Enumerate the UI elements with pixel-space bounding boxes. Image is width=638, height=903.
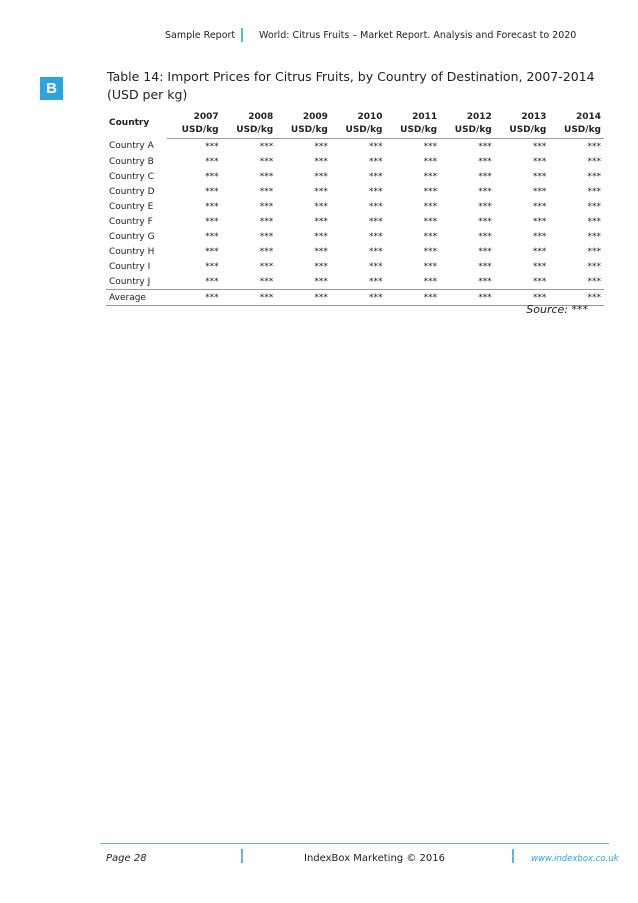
- column-header-unit: USD/kg: [167, 122, 222, 139]
- table-cell: ***: [205, 141, 219, 152]
- table-cell: ***: [369, 276, 383, 287]
- table-cell: ***: [205, 246, 219, 257]
- table-cell: ***: [478, 171, 492, 182]
- table-cell: ***: [314, 171, 328, 182]
- table-cell: ***: [478, 186, 492, 197]
- table-cell: ***: [259, 156, 274, 167]
- column-header-unit: USD/kg: [549, 122, 604, 139]
- table-cell: ***: [259, 141, 274, 152]
- table-cell: ***: [423, 186, 438, 197]
- header-report-label: Sample Report: [165, 30, 236, 41]
- column-header-year: 2014: [575, 112, 601, 122]
- table-cell: ***: [259, 231, 274, 242]
- header-divider: [241, 28, 243, 42]
- table-cell: ***: [276, 290, 331, 306]
- row-label: Average: [106, 290, 167, 306]
- table-row: [106, 229, 604, 244]
- footer-copyright: IndexBox Marketing © 2016: [304, 853, 445, 864]
- table-cell: ***: [259, 186, 274, 197]
- table-cell: ***: [259, 261, 274, 272]
- table-row: [106, 199, 604, 214]
- table-cell: ***: [369, 216, 383, 227]
- table-cell: ***: [369, 141, 383, 152]
- table-cell: ***: [222, 290, 277, 306]
- table-cell: ***: [386, 290, 441, 306]
- table-row: [106, 154, 604, 169]
- row-label: Country H: [109, 246, 155, 257]
- table-cell: ***: [259, 171, 274, 182]
- table-row: [106, 214, 604, 229]
- table-cell: ***: [587, 186, 601, 197]
- table-cell: ***: [423, 231, 438, 242]
- table-cell: ***: [369, 171, 383, 182]
- column-header-unit: USD/kg: [386, 122, 441, 139]
- row-label: Country I: [109, 261, 151, 272]
- table-cell: ***: [423, 156, 438, 167]
- table-cell: ***: [314, 246, 328, 257]
- table-cell: ***: [423, 216, 438, 227]
- source-note: Source: ***: [526, 303, 588, 316]
- table-cell: ***: [587, 156, 601, 167]
- table-cell: ***: [314, 261, 328, 272]
- footer-page-number: Page 28: [106, 853, 147, 864]
- table-cell: ***: [587, 276, 601, 287]
- table-row: [106, 184, 604, 199]
- table-cell: ***: [314, 186, 328, 197]
- table-cell: ***: [369, 261, 383, 272]
- footer-website-link[interactable]: www.indexbox.co.uk: [531, 854, 619, 864]
- table-cell: ***: [205, 186, 219, 197]
- table-cell: ***: [532, 141, 547, 152]
- table-cell: ***: [478, 141, 492, 152]
- table-cell: ***: [314, 276, 328, 287]
- table-cell: ***: [587, 246, 601, 257]
- table-cell: ***: [478, 216, 492, 227]
- table-cell: ***: [423, 201, 438, 212]
- table-cell: ***: [369, 186, 383, 197]
- table-cell: ***: [369, 201, 383, 212]
- row-label: Country A: [109, 141, 154, 152]
- column-header-year: 2008: [248, 112, 274, 122]
- table-cell: ***: [205, 216, 219, 227]
- table-cell: ***: [423, 171, 438, 182]
- table-cell: ***: [259, 276, 274, 287]
- table-cell: ***: [205, 201, 219, 212]
- table-cell: ***: [369, 231, 383, 242]
- table-cell: ***: [587, 216, 601, 227]
- table-cell: ***: [478, 246, 492, 257]
- section-badge: B: [40, 77, 63, 100]
- table-cell: ***: [478, 201, 492, 212]
- column-header-unit: USD/kg: [276, 122, 331, 139]
- table-cell: ***: [423, 141, 438, 152]
- table-cell: ***: [532, 216, 547, 227]
- column-header-year: 2007: [193, 112, 219, 122]
- table-cell: ***: [495, 290, 550, 306]
- table-cell: ***: [423, 261, 438, 272]
- table-cell: ***: [205, 156, 219, 167]
- table-cell: ***: [314, 216, 328, 227]
- table-cell: ***: [167, 290, 222, 306]
- footer-rule: [100, 843, 609, 844]
- row-label: Country G: [109, 231, 155, 242]
- table-cell: ***: [478, 156, 492, 167]
- table-cell: ***: [205, 171, 219, 182]
- table-cell: ***: [587, 261, 601, 272]
- table-row: [106, 274, 604, 290]
- table-cell: ***: [532, 261, 547, 272]
- row-label: Country D: [109, 186, 155, 197]
- table-cell: ***: [369, 156, 383, 167]
- row-label: Country F: [109, 216, 153, 227]
- table-row: [106, 139, 604, 155]
- column-header-year: 2013: [521, 112, 547, 122]
- import-prices-table: [106, 107, 604, 306]
- header-report-title: World: Citrus Fruits – Market Report. Analysis and Forecast to 2020: [259, 30, 577, 41]
- table-cell: ***: [314, 141, 328, 152]
- table-cell: ***: [532, 156, 547, 167]
- table-cell: ***: [423, 276, 438, 287]
- table-cell: ***: [423, 246, 438, 257]
- table-cell: ***: [205, 261, 219, 272]
- column-header-unit: USD/kg: [495, 122, 550, 139]
- row-label: Country J: [109, 276, 151, 287]
- table-cell: ***: [440, 290, 495, 306]
- table-cell: ***: [587, 231, 601, 242]
- column-header-year: 2009: [302, 112, 328, 122]
- table-cell: ***: [478, 276, 492, 287]
- footer-divider-left: [241, 849, 243, 863]
- table-row: [106, 244, 604, 259]
- table-cell: ***: [259, 216, 274, 227]
- table-title: Table 14: Import Prices for Citrus Fruits, by Country of Destination, 2007-2014: [107, 69, 595, 84]
- footer-divider-right: [512, 849, 514, 863]
- table-cell: ***: [478, 261, 492, 272]
- table-cell: ***: [314, 156, 328, 167]
- table-cell: ***: [532, 171, 547, 182]
- column-header-year: 2011: [412, 112, 438, 122]
- table-cell: ***: [532, 246, 547, 257]
- row-label: Country C: [109, 171, 154, 182]
- table-cell: ***: [532, 231, 547, 242]
- table-cell: ***: [259, 246, 274, 257]
- table-cell: ***: [532, 186, 547, 197]
- table-cell: ***: [587, 141, 601, 152]
- table-row: [106, 169, 604, 184]
- table-cell: ***: [587, 201, 601, 212]
- column-header-unit: USD/kg: [331, 122, 386, 139]
- table-row: [106, 259, 604, 274]
- table-cell: ***: [314, 231, 328, 242]
- table-cell: ***: [478, 231, 492, 242]
- table-cell: ***: [331, 290, 386, 306]
- table-cell: ***: [587, 171, 601, 182]
- table-cell: ***: [205, 231, 219, 242]
- column-header-country: Country: [109, 117, 150, 128]
- column-header-unit: USD/kg: [222, 122, 277, 139]
- table-cell: ***: [314, 201, 328, 212]
- row-label: Country B: [109, 156, 154, 167]
- column-header-year: 2010: [357, 112, 383, 122]
- table-cell: ***: [549, 290, 604, 306]
- table-subtitle: (USD per kg): [107, 87, 188, 102]
- table-cell: ***: [259, 201, 274, 212]
- table-cell: ***: [532, 201, 547, 212]
- column-header-year: 2012: [466, 112, 492, 122]
- table-cell: ***: [205, 276, 219, 287]
- row-label: Country E: [109, 201, 154, 212]
- table-cell: ***: [369, 246, 383, 257]
- table-cell: ***: [532, 276, 547, 287]
- column-header-unit: USD/kg: [440, 122, 495, 139]
